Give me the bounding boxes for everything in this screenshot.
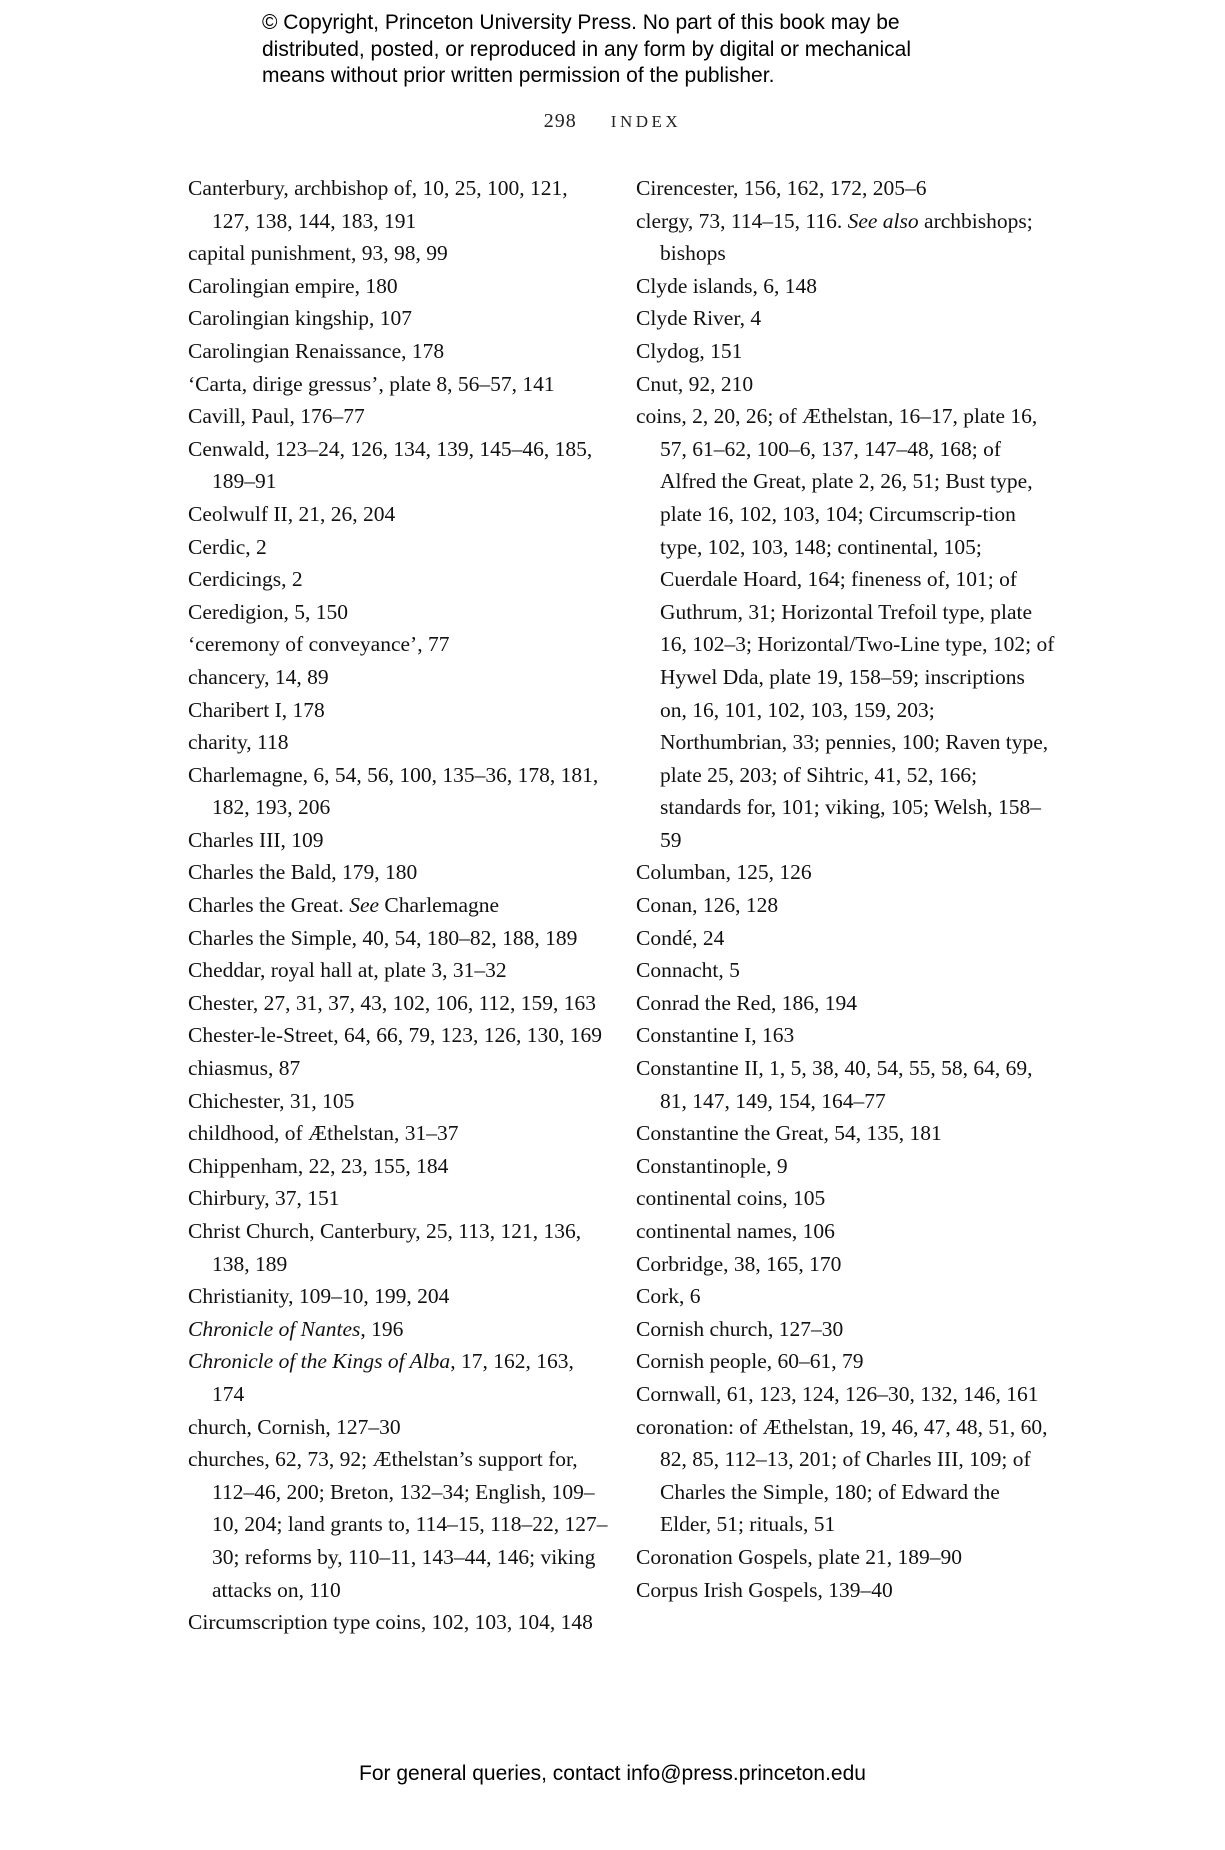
footer-contact: For general queries, contact info@press.princeton.edu [359,1762,866,1785]
index-entry: Constantine the Great, 54, 135, 181 [636,1121,942,1146]
index-column-right [636,172,1056,1606]
index-entry: Cenwald, 123–24, 126, 134, 139, 145–46, 185, 189–91 [188,436,593,494]
index-entry: Coronation Gospels, plate 21, 189–90 [636,1544,963,1569]
index-entry: Carolingian empire, 180 [188,273,398,298]
index-entry: Christianity, 109–10, 199, 204 [188,1284,450,1309]
index-entry-italic: See [349,893,380,918]
index-entry: Carolingian Renaissance, 178 [188,338,445,363]
index-entry: continental names, 106 [636,1219,835,1243]
index-entry: churches, 62, 73, 92; Æthelstan’s support for, 112–46, 200; Breton, 132–34; English, 109–10, 204; land grants to, 114–15, 118–22, 127–30; reforms by, 110–11, 143–44, 146; viking attacks on, 110 [188,1447,608,1602]
index-entry: Constantinople, 9 [636,1153,788,1178]
index-entry: Constantine II, 1, 5, 38, 40, 54, 55, 58, 64, 69, 81, 147, 149, 154, 164–77 [636,1056,1033,1113]
index-entry: church, Cornish, 127–30 [188,1414,401,1439]
index-entry: Conrad the Red, 186, 194 [636,990,857,1015]
index-entry: Ceredigion, 5, 150 [188,599,349,624]
index-entry: Charles the Bald, 179, 180 [188,860,418,885]
index-entry: continental coins, 105 [636,1186,826,1211]
index-entry: Chester-le-Street, 64, 66, 79, 123, 126, 130, 169 [188,1023,602,1048]
index-entry: Cornish people, 60–61, 79 [636,1349,864,1374]
page-number: 298 [543,110,577,132]
index-entry: Circumscription type coins, 102, 103, 104, 148 [188,1610,593,1635]
index-entry: Condé, 24 [636,925,725,950]
index-entry: Clydog, 151 [636,338,743,363]
copyright-notice [262,10,1022,90]
index-entry: Corpus Irish Gospels, 139–40 [636,1577,893,1602]
index-entry: Clyde islands, 6, 148 [636,273,817,298]
index-entry: Chirbury, 37, 151 [188,1186,340,1211]
index-entry-text: Charlemagne [379,893,500,918]
index-entry [188,1313,608,1346]
index-entry: Charles III, 109 [188,827,324,852]
index-entry: Connacht, 5 [636,958,740,983]
index-entry: ‘ceremony of conveyance’, 77 [188,632,450,657]
index-entry-italic: Chronicle of the Kings of Alba [188,1349,451,1374]
index-entry: Chippenham, 22, 23, 155, 184 [188,1153,449,1178]
index-entry-text: Charles the Great. [188,893,350,918]
index-entry: Canterbury, archbishop of, 10, 25, 100, 121, 127, 138, 144, 183, 191 [188,176,568,233]
index-entry: Columban, 125, 126 [636,860,812,885]
index-entry-text: archbishops; bishops [660,208,1033,266]
index-entry: Cirencester, 156, 162, 172, 205–6 [636,176,927,200]
index-entry: Clyde River, 4 [636,306,762,331]
copyright-line-1: © Copyright, Princeton University Press. No part of this book may be [262,11,900,34]
index-entry: Cavill, Paul, 176–77 [188,404,365,429]
index-entry: Constantine I, 163 [636,1023,795,1048]
index-entry: Charibert I, 178 [188,697,325,722]
copyright-line-3: means without prior written permission of the publisher. [262,64,775,87]
index-entry: Corbridge, 38, 165, 170 [636,1251,842,1276]
index-entry: capital punishment, 93, 98, 99 [188,241,448,266]
index-entry-italic: See also [847,208,919,233]
index-entry: Carolingian kingship, 107 [188,306,412,331]
index-entry: ‘Carta, dirige gressus’, plate 8, 56–57, 141 [188,371,555,396]
index-entry: Ceolwulf II, 21, 26, 204 [188,501,396,526]
index-entry: Conan, 126, 128 [636,893,779,918]
index-entry [188,1345,608,1410]
index-entry: Cork, 6 [636,1284,701,1309]
index-entry-italic: Chronicle of Nantes [188,1316,361,1341]
index-entry: childhood, of Æthelstan, 31–37 [188,1121,459,1146]
index-entry: Chester, 27, 31, 37, 43, 102, 106, 112, 159, 163 [188,990,597,1015]
index-entry: Cornish church, 127–30 [636,1316,844,1341]
index-entry [636,205,1056,270]
copyright-line-2: distributed, posted, or reproduced in any form by digital or mechanical [262,37,912,61]
index-entry-text: clergy, 73, 114–15, 116. [636,208,848,233]
index-entry: coins, 2, 20, 26; of Æthelstan, 16–17, plate 16, 57, 61–62, 100–6, 137, 147–48, 168; of Alfred the Great, plate 2, 26, 51; Bust type, plate 16, 102, 103, 104; Circumscrip-tion type, 102, 103, 148; continental, 105; Cuerdale Hoard, 164; fineness of, 101; of Guthrum, 31; Horizontal Trefoil type, plate 16, 102–3; Horizontal/Two-Line type, 102; of Hywel Dda, plate 19, 158–59; inscriptions on, 16, 101, 102, 103, 159, 203; Northumbrian, 33; pennies, 100; Raven type, plate 25, 203; of Sihtric, 41, 52, 166; standards for, 101; viking, 105; Welsh, 158–59 [636,404,1055,852]
index-entry: chiasmus, 87 [188,1056,301,1081]
index-entry: charity, 118 [188,730,289,755]
index-entry: Cheddar, royal hall at, plate 3, 31–32 [188,958,507,983]
index-entry-text: , 17, 162, 163, 174 [212,1349,574,1406]
index-entry: Cnut, 92, 210 [636,371,754,396]
index-entry: Cerdic, 2 [188,534,267,559]
index-entry: Charles the Simple, 40, 54, 180–82, 188, 189 [188,925,578,950]
running-head [0,110,1225,133]
index-entry: Cerdicings, 2 [188,567,303,592]
index-entry: chancery, 14, 89 [188,664,329,689]
index-entry: Chichester, 31, 105 [188,1088,355,1113]
index-entry: Cornwall, 61, 123, 124, 126–30, 132, 146, 161 [636,1381,1039,1406]
index-entry-text: , 196 [360,1316,404,1341]
section-title: INDEX [610,112,682,131]
index-entry: Charlemagne, 6, 54, 56, 100, 135–36, 178, 181, 182, 193, 206 [188,762,599,820]
index-column-left [188,172,608,1639]
index-entry: coronation: of Æthelstan, 19, 46, 47, 48, 51, 60, 82, 85, 112–13, 201; of Charles III, 109; of Charles the Simple, 180; of Edward the Elder, 51; rituals, 51 [636,1414,1048,1537]
index-entry [188,889,608,922]
index-entry: Christ Church, Canterbury, 25, 113, 121, 136, 138, 189 [188,1219,582,1276]
